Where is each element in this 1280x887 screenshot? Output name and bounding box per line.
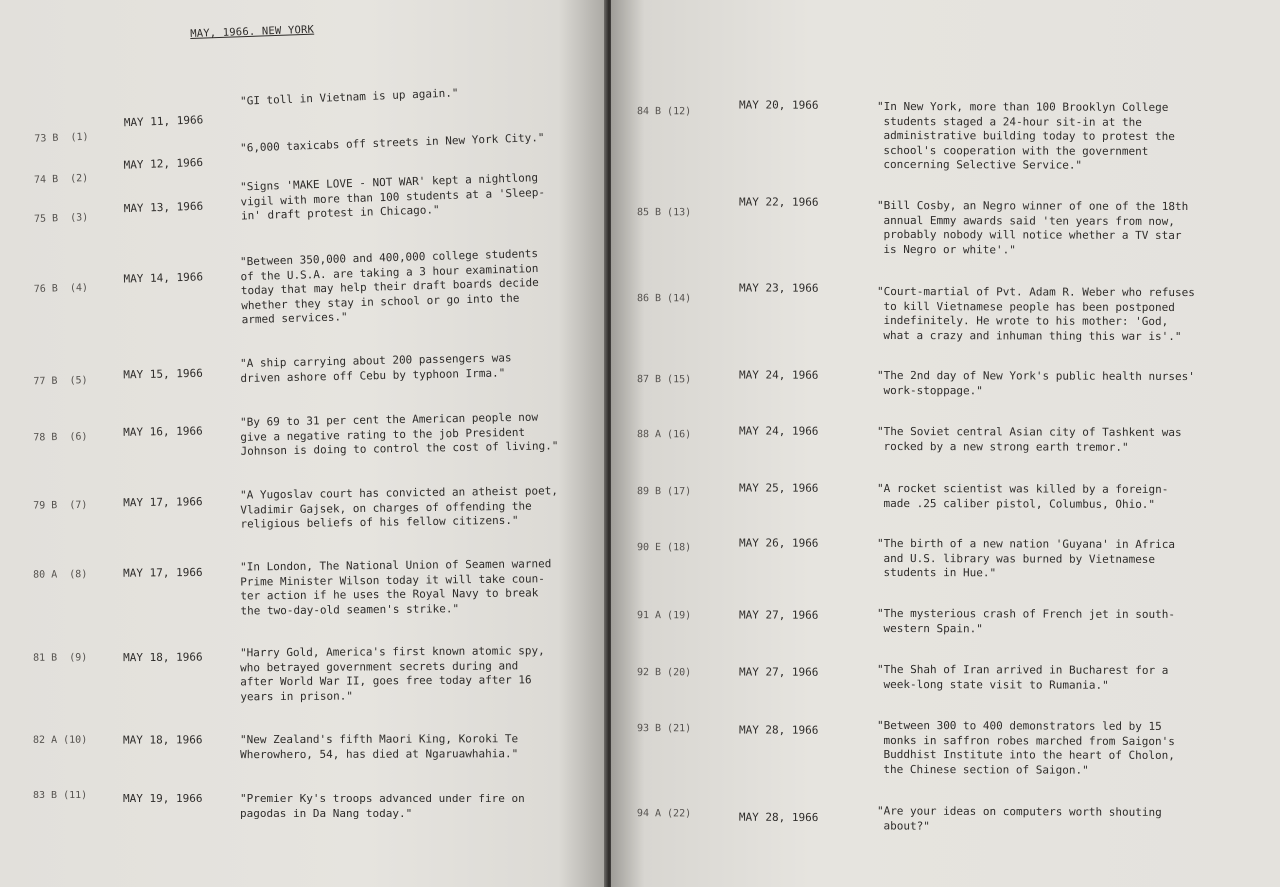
entry-quote: "The Shah of Iran arrived in Bucharest for a week-long state visit to Rumania." bbox=[876, 662, 1169, 692]
entry-number: 77 B (5) bbox=[33, 375, 88, 388]
entry-date: MAY 22, 1966 bbox=[738, 195, 819, 209]
entry-quote: "The mysterious crash of French jet in south- western Spain." bbox=[876, 606, 1176, 635]
entry-quote: "Court-martial of Pvt. Adam R. Weber who refuses to kill Vietnamese people has been postponed indefinitely. He wrote to his mother: 'God, what a crazy and inhuman thing this war is'." bbox=[876, 284, 1195, 343]
entry-quote: "Are your ideas on computers worth shouting about?" bbox=[876, 804, 1162, 833]
entry-date: MAY 14, 1966 bbox=[123, 270, 204, 286]
entry-date: MAY 28, 1966 bbox=[738, 723, 819, 737]
entry-date: MAY 13, 1966 bbox=[123, 199, 204, 216]
entry-date: MAY 23, 1966 bbox=[738, 281, 819, 295]
entry-quote: "Between 350,000 and 400,000 college students of the U.S.A. are taking a 3 hour examination today that may help their draft boards decide whether they stay in school or go into the armed services." bbox=[239, 246, 539, 327]
entry-quote: "The birth of a new nation 'Guyana' in Africa and U.S. library was burned by Vietnamese students in Hue." bbox=[876, 536, 1176, 580]
entry-quote: "A ship carrying about 200 passengers was driven ashore off Cebu by typhoon Irma." bbox=[239, 351, 512, 385]
entry-date: MAY 20, 1966 bbox=[738, 98, 819, 112]
entry-number: 91 A (19) bbox=[636, 610, 692, 622]
right-page bbox=[611, 0, 1280, 887]
entry-quote: "By 69 to 31 per cent the American people now give a negative rating to the job President Johnson is doing to control the cost of living." bbox=[239, 410, 559, 458]
entry-quote: "Signs 'MAKE LOVE - NOT WAR' kept a nightlong vigil with more than 100 students at a 'Sleep- in' draft protest in Chicago." bbox=[239, 171, 546, 223]
entry-date: MAY 24, 1966 bbox=[738, 368, 819, 382]
entry-date: MAY 18, 1966 bbox=[123, 650, 203, 665]
entry-number: 88 A (16) bbox=[636, 429, 692, 441]
entry-number: 93 B (21) bbox=[636, 723, 692, 735]
entry-number: 92 B (20) bbox=[636, 667, 692, 679]
entry-quote: "The 2nd day of New York's public health nurses' work-stoppage." bbox=[876, 368, 1195, 397]
entry-number: 75 B (3) bbox=[33, 212, 89, 225]
entry-number: 79 B (7) bbox=[33, 499, 88, 512]
entry-number: 84 B (12) bbox=[636, 106, 692, 118]
entry-date: MAY 11, 1966 bbox=[123, 113, 204, 130]
entry-number: 80 A (8) bbox=[33, 569, 88, 581]
entry-date: MAY 25, 1966 bbox=[738, 481, 819, 495]
entry-number: 94 A (22) bbox=[636, 808, 692, 820]
entry-date: MAY 15, 1966 bbox=[123, 366, 203, 382]
entry-date: MAY 26, 1966 bbox=[738, 536, 819, 550]
entry-number: 78 B (6) bbox=[33, 431, 88, 444]
entry-quote: "In London, The National Union of Seamen warned Prime Minister Wilson today it will take coun- ter action if he uses the Royal Navy to break the two-day-old seamen's strike." bbox=[239, 557, 552, 617]
entry-date: MAY 19, 1966 bbox=[123, 792, 203, 805]
entry-quote: "Premier Ky's troops advanced under fire on pagodas in Da Nang today." bbox=[240, 792, 525, 820]
entry-date: MAY 28, 1966 bbox=[738, 810, 819, 825]
entry-date: MAY 27, 1966 bbox=[738, 608, 819, 622]
entry-date: MAY 18, 1966 bbox=[122, 733, 203, 747]
entry-number: 74 B (2) bbox=[33, 172, 89, 186]
entry-quote: "Harry Gold, America's first known atomic spy, who betrayed government secrets during and after World War II, goes free today after 16 years in prison." bbox=[239, 644, 545, 703]
entry-number: 90 E (18) bbox=[636, 542, 692, 554]
entry-quote: "New Zealand's fifth Maori King, Koroki Te Wherowhero, 54, has died at Ngaruawhahia." bbox=[239, 732, 519, 761]
entry-date: MAY 16, 1966 bbox=[123, 424, 203, 439]
entry-number: 82 A (10) bbox=[33, 734, 88, 746]
entry-date: MAY 27, 1966 bbox=[738, 665, 819, 679]
entry-quote: "6,000 taxicabs off streets in New York City." bbox=[239, 130, 545, 155]
entry-date: MAY 24, 1966 bbox=[738, 424, 819, 438]
entry-number: 81 B (9) bbox=[33, 652, 88, 664]
entry-date: MAY 12, 1966 bbox=[123, 155, 204, 172]
entry-quote: "A Yugoslav court has convicted an atheist poet, Vladimir Gajsek, on charges of offending the religious beliefs of his fellow citizens." bbox=[239, 484, 559, 531]
entry-date: MAY 17, 1966 bbox=[123, 565, 203, 580]
entry-quote: "In New York, more than 100 Brooklyn College students staged a 24-hour sit-in at the administrative building today to protest the school's cooperation with the government concerning Selective Service." bbox=[876, 99, 1175, 172]
entry-number: 87 B (15) bbox=[636, 374, 692, 386]
page-header: MAY, 1966. NEW YORK bbox=[190, 23, 315, 40]
entry-number: 86 B (14) bbox=[636, 293, 692, 305]
entry-quote: "Bill Cosby, an Negro winner of one of the 18th annual Emmy awards said 'ten years from now, probably nobody will notice whether a TV star is Negro or white'." bbox=[876, 198, 1189, 256]
entry-number: 83 B (11) bbox=[33, 790, 88, 801]
entry-date: MAY 17, 1966 bbox=[123, 495, 203, 510]
left-page bbox=[0, 0, 607, 887]
entry-quote: "A rocket scientist was killed by a foreign- made .25 caliber pistol, Columbus, Ohio." bbox=[876, 481, 1169, 511]
entry-quote: "Between 300 to 400 demonstrators led by 15 monks in saffron robes marched from Saigon's Buddhist Institute into the heart of Cholon, the Chinese section of Saigon." bbox=[876, 718, 1175, 777]
entry-number: 73 B (1) bbox=[34, 131, 89, 145]
entry-number: 89 B (17) bbox=[636, 486, 692, 498]
entry-quote: "GI toll in Vietnam is up again." bbox=[239, 86, 459, 108]
entry-quote: "The Soviet central Asian city of Tashkent was rocked by a new strong earth tremor." bbox=[876, 424, 1182, 454]
entry-number: 76 B (4) bbox=[33, 282, 89, 296]
entry-number: 85 B (13) bbox=[636, 207, 692, 219]
